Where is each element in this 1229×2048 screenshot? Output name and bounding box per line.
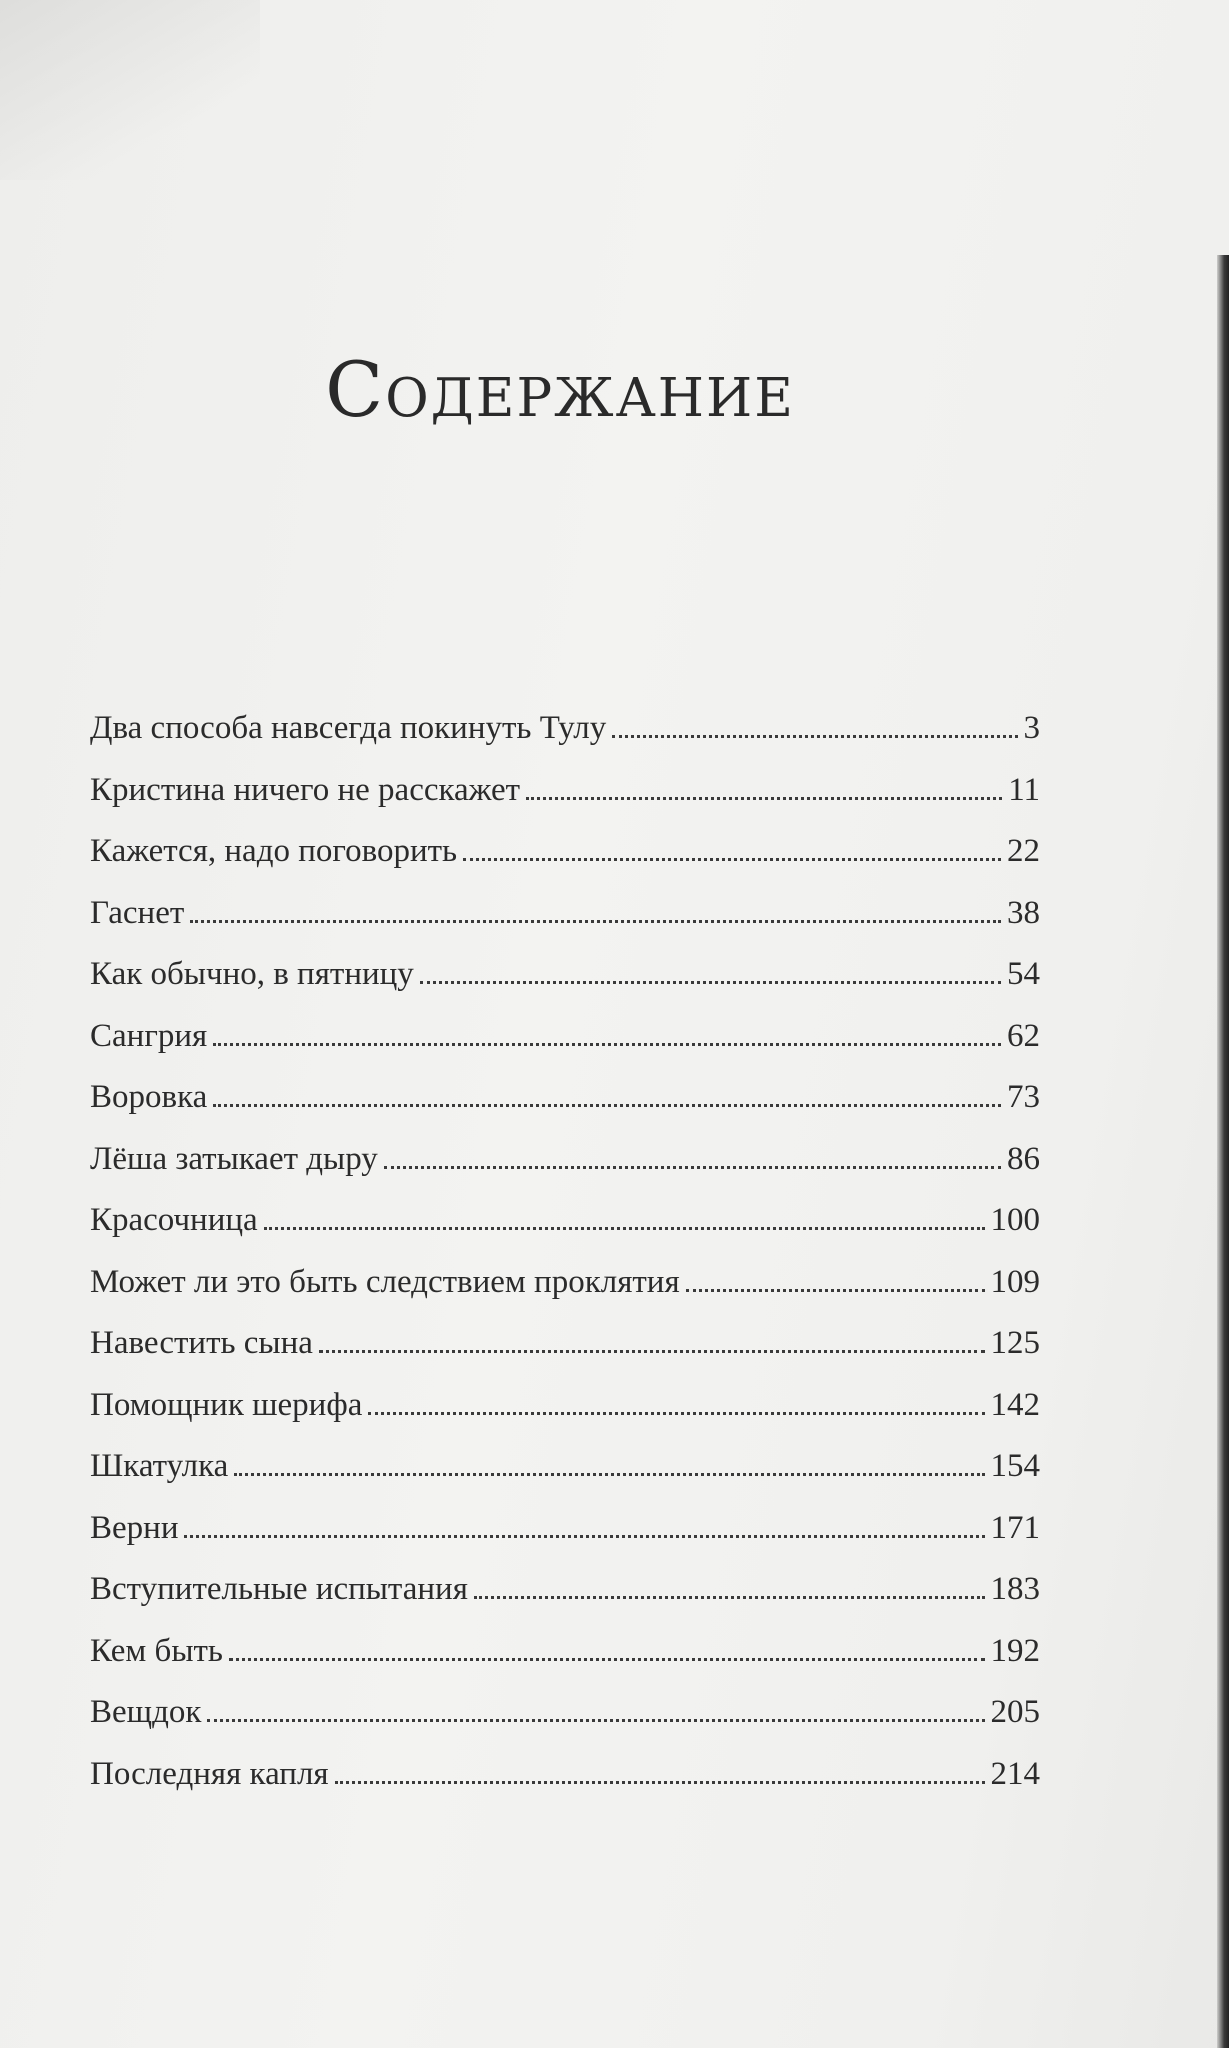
toc-entry-title: Навестить сына xyxy=(90,1325,313,1361)
toc-entry-page-number: 54 xyxy=(1007,956,1040,992)
toc-entry-title: Помощник шерифа xyxy=(90,1386,363,1423)
toc-entry-title: Сангрия xyxy=(90,1017,208,1054)
toc-entry xyxy=(90,1264,1040,1326)
toc-entry xyxy=(90,1694,1040,1756)
dot-leader xyxy=(234,1473,984,1476)
toc-entry xyxy=(90,1202,1040,1264)
page-fold-shadow xyxy=(0,0,260,180)
toc-entry-page-number: 22 xyxy=(1007,833,1040,869)
toc-entry xyxy=(90,1018,1040,1080)
page-title: Содержание xyxy=(325,345,795,434)
toc-entry xyxy=(90,772,1040,834)
toc-entry-page-number: 192 xyxy=(990,1632,1040,1669)
toc-entry-title: Как обычно, в пятницу xyxy=(90,956,414,992)
toc-entry xyxy=(90,1510,1040,1572)
toc-entry xyxy=(90,1448,1040,1510)
dot-leader xyxy=(463,858,1001,861)
toc-entry-page-number: 205 xyxy=(990,1694,1040,1730)
toc-entry-page-number: 125 xyxy=(990,1325,1040,1361)
toc-entry-page-number: 11 xyxy=(1008,771,1040,808)
toc-entry-page-number: 142 xyxy=(990,1386,1040,1423)
dot-leader xyxy=(686,1289,985,1292)
toc-entry xyxy=(90,1079,1040,1141)
toc-entry-title: Шкатулка xyxy=(90,1448,229,1484)
toc-entry-title: Два способа навсегда покинуть Тулу xyxy=(90,710,607,746)
toc-entry-title: Может ли это быть следствием проклятия xyxy=(90,1263,680,1300)
toc-entry-page-number: 86 xyxy=(1007,1140,1040,1177)
dot-leader xyxy=(335,1781,985,1784)
toc-entry-page-number: 183 xyxy=(990,1571,1040,1607)
dot-leader xyxy=(319,1350,985,1353)
toc-entry xyxy=(90,1756,1040,1818)
toc-entry-title: Воровка xyxy=(90,1079,208,1115)
toc-entry-title: Кажется, надо поговорить xyxy=(90,833,458,869)
dot-leader xyxy=(264,1227,985,1230)
toc-entry-title: Красочница xyxy=(90,1202,258,1238)
dot-leader xyxy=(368,1412,984,1415)
dot-leader xyxy=(190,920,1001,923)
toc-entry-title: Верни xyxy=(90,1509,179,1546)
toc-entry xyxy=(90,1571,1040,1633)
toc-entry-title: Последняя капля xyxy=(90,1755,329,1792)
toc-entry-page-number: 38 xyxy=(1007,894,1040,931)
toc-entry-title: Лёша затыкает дыру xyxy=(90,1140,378,1177)
dot-leader xyxy=(526,797,1002,800)
dot-leader xyxy=(213,1104,1001,1107)
toc-entry-page-number: 73 xyxy=(1007,1079,1040,1115)
toc-entry-title: Гаснет xyxy=(90,894,185,931)
dot-leader xyxy=(384,1166,1001,1169)
toc-entry xyxy=(90,833,1040,895)
dot-leader xyxy=(229,1658,985,1661)
toc-entry xyxy=(90,1325,1040,1387)
dot-leader xyxy=(207,1719,984,1722)
toc-entry-page-number: 214 xyxy=(990,1755,1040,1792)
toc-entry-page-number: 109 xyxy=(990,1263,1040,1300)
dot-leader xyxy=(420,981,1001,984)
toc-entry-title: Кристина ничего не расскажет xyxy=(90,771,521,808)
dot-leader xyxy=(612,735,1017,738)
toc-entry-page-number: 171 xyxy=(990,1509,1040,1546)
table-of-contents xyxy=(90,710,1040,1817)
dot-leader xyxy=(474,1596,985,1599)
dot-leader xyxy=(213,1043,1001,1046)
toc-entry xyxy=(90,1387,1040,1449)
toc-entry-title: Вещдок xyxy=(90,1694,202,1730)
toc-entry xyxy=(90,956,1040,1018)
toc-entry-page-number: 62 xyxy=(1007,1017,1040,1054)
toc-entry-page-number: 3 xyxy=(1023,710,1040,746)
toc-entry xyxy=(90,895,1040,957)
toc-entry-title: Кем быть xyxy=(90,1632,223,1669)
toc-entry-page-number: 154 xyxy=(990,1448,1040,1484)
toc-entry xyxy=(90,710,1040,772)
toc-entry-title: Вступительные испытания xyxy=(90,1571,468,1607)
page-edge xyxy=(1217,255,1229,2048)
toc-entry xyxy=(90,1141,1040,1203)
toc-entry xyxy=(90,1633,1040,1695)
dot-leader xyxy=(184,1535,984,1538)
toc-entry-page-number: 100 xyxy=(990,1202,1040,1238)
